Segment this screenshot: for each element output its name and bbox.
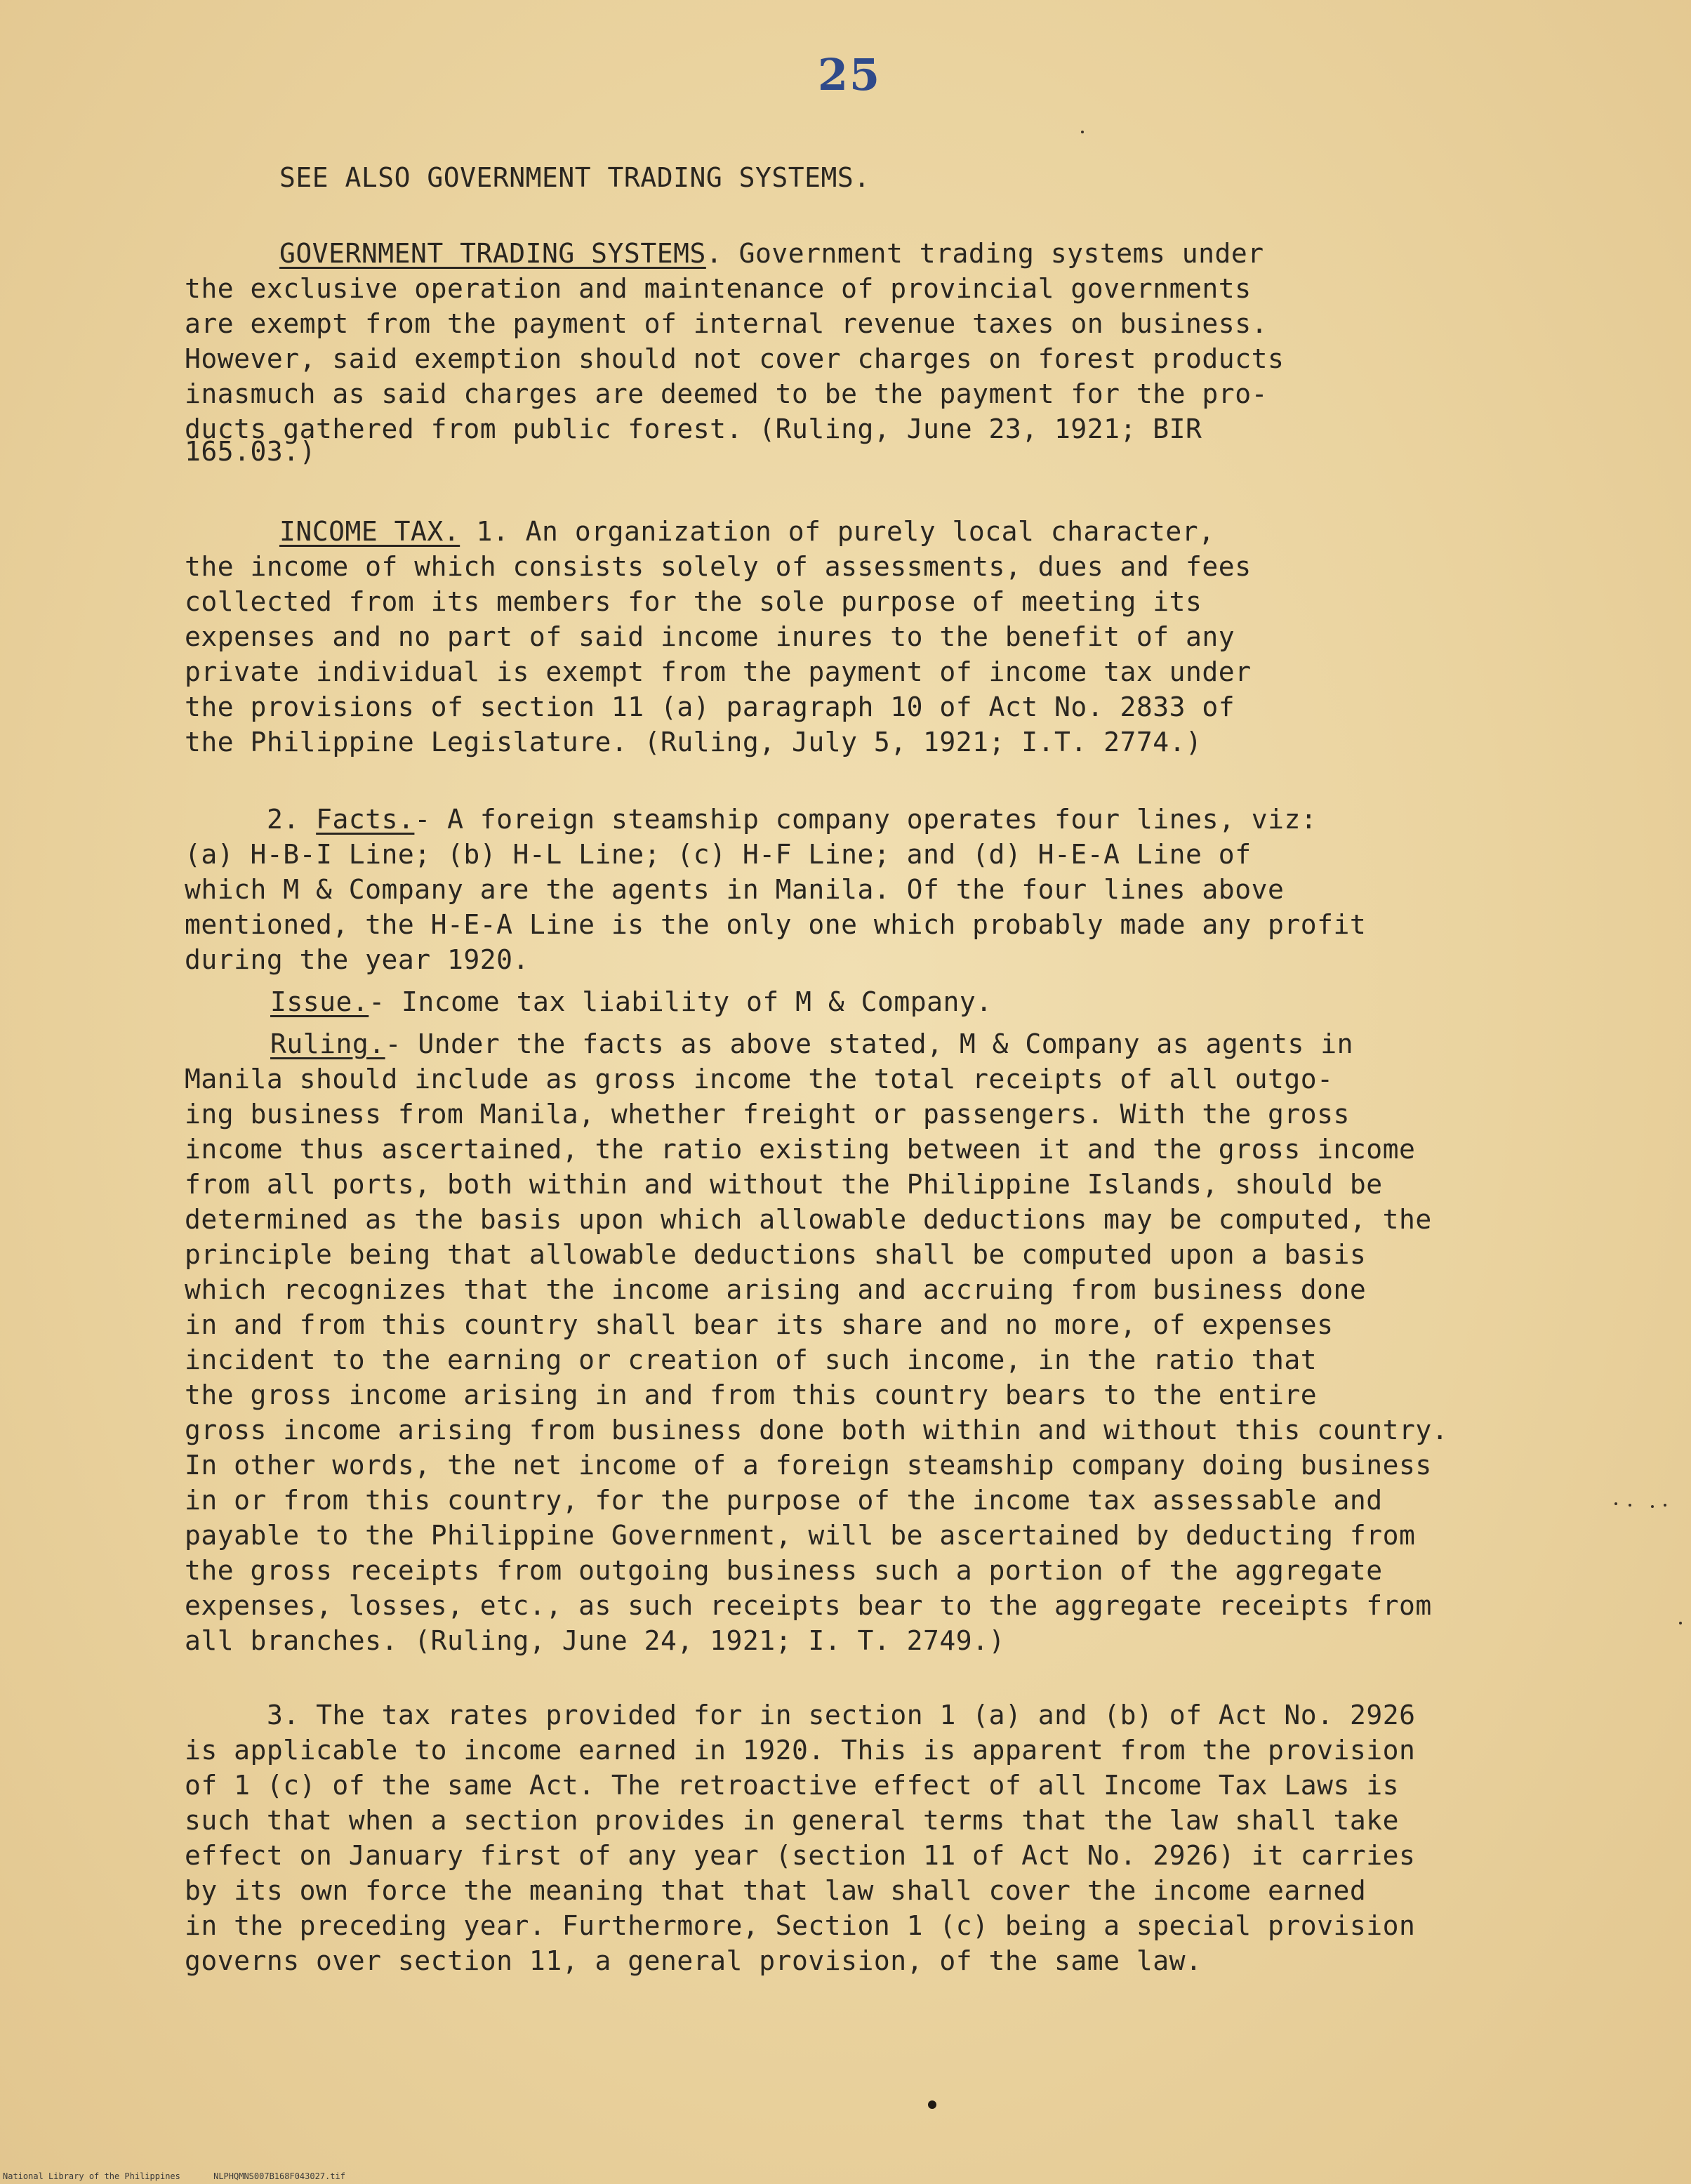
paragraph-line: the provisions of section 11 (a) paragraph 10 of Act No. 2833 of bbox=[185, 691, 1235, 722]
paragraph-line: in and from this country shall bear its share and no more, of expenses bbox=[185, 1309, 1334, 1340]
paragraph-line: such that when a section provides in general terms that the law shall take bbox=[185, 1805, 1399, 1836]
section-heading: INCOME TAX. bbox=[279, 516, 460, 547]
paragraph-line: the Philippine Legislature. (Ruling, July 5, 1921; I.T. 2774.) bbox=[185, 727, 1202, 757]
paragraph-line: incident to the earning or creation of such income, in the ratio that bbox=[185, 1344, 1318, 1375]
paragraph-line: gross income arising from business done both within and without this country. bbox=[185, 1415, 1449, 1445]
paragraph-line: However, said exemption should not cover charges on forest products bbox=[185, 343, 1285, 374]
section-heading: GOVERNMENT TRADING SYSTEMS bbox=[279, 238, 706, 269]
paragraph-line: the exclusive operation and maintenance of provincial governments bbox=[185, 273, 1252, 304]
paragraph-line: ducts gathered from public forest. (Ruling, June 23, 1921; BIR bbox=[185, 413, 1202, 444]
paragraph-line: are exempt from the payment of internal revenue taxes on business. bbox=[185, 308, 1268, 339]
paragraph-line: private individual is exempt from the payment of income tax under bbox=[185, 656, 1252, 687]
paragraph-line bbox=[279, 514, 1215, 549]
paragraph-line: of 1 (c) of the same Act. The retroactive effect of all Income Tax Laws is bbox=[185, 1770, 1399, 1801]
paragraph-line: all branches. (Ruling, June 24, 1921; I. T. 2749.) bbox=[185, 1625, 1005, 1656]
paper-speck bbox=[1651, 1505, 1654, 1508]
issue-label: Issue. bbox=[270, 986, 369, 1017]
heading-line-text: 1. An organization of purely local character, bbox=[460, 516, 1215, 547]
scan-footer bbox=[3, 2171, 345, 2181]
paragraph-line: in or from this country, for the purpose of the income tax assessable and bbox=[185, 1485, 1383, 1516]
paragraph-line bbox=[279, 236, 1264, 271]
paragraph-line: during the year 1920. bbox=[185, 944, 529, 975]
ruling-text: - Under the facts as above stated, M & Company as agents in bbox=[385, 1028, 1353, 1059]
paragraph-line: in the preceding year. Furthermore, Section 1 (c) being a special provision bbox=[185, 1910, 1416, 1941]
issue-text: - Income tax liability of M & Company. bbox=[369, 986, 993, 1017]
paper-speck bbox=[1664, 1504, 1666, 1507]
paragraph-line: governs over section 11, a general provision, of the same law. bbox=[185, 1945, 1202, 1976]
facts-text: - A foreign steamship company operates four lines, viz: bbox=[414, 804, 1318, 835]
paragraph-line: ing business from Manila, whether freight or passengers. With the gross bbox=[185, 1099, 1350, 1130]
paper-speck bbox=[1614, 1502, 1617, 1505]
paragraph-line: 3. The tax rates provided for in section 1 (a) and (b) of Act No. 2926 bbox=[267, 1700, 1416, 1730]
punch-hole-mark bbox=[928, 2100, 936, 2109]
footer-filename: NLPHQMNS007B168F043027.tif bbox=[213, 2171, 345, 2181]
paragraph-line: mentioned, the H-E-A Line is the only one which probably made any profit bbox=[185, 909, 1367, 940]
paragraph-line: effect on January first of any year (section 11 of Act No. 2926) it carries bbox=[185, 1840, 1416, 1871]
paragraph-line: Manila should include as gross income the total receipts of all outgo- bbox=[185, 1064, 1334, 1094]
paragraph-line: inasmuch as said charges are deemed to be the payment for the pro- bbox=[185, 378, 1268, 409]
paragraph-line: expenses, losses, etc., as such receipts bear to the aggregate receipts from bbox=[185, 1590, 1432, 1621]
paragraph-line: which M & Company are the agents in Manila. Of the four lines above bbox=[185, 874, 1285, 905]
paragraph-line: income thus ascertained, the ratio existing between it and the gross income bbox=[185, 1134, 1416, 1165]
footer-source: National Library of the Philippines bbox=[3, 2171, 180, 2181]
paragraph-line bbox=[267, 802, 1317, 837]
paragraph-line: which recognizes that the income arising and accruing from business done bbox=[185, 1274, 1367, 1305]
paper-speck bbox=[1679, 1622, 1682, 1624]
paragraph-line: principle being that allowable deductions shall be computed upon a basis bbox=[185, 1239, 1367, 1270]
ruling-label: Ruling. bbox=[270, 1028, 385, 1059]
heading-line-text: . Government trading systems under bbox=[705, 238, 1264, 269]
paragraph-line: the gross income arising in and from this country bears to the entire bbox=[185, 1379, 1318, 1410]
paragraph-line: from all ports, both within and without the Philippine Islands, should be bbox=[185, 1169, 1383, 1200]
paragraph-line: payable to the Philippine Government, will be ascertained by deducting from bbox=[185, 1520, 1416, 1551]
paragraph-line: collected from its members for the sole purpose of meeting its bbox=[185, 586, 1202, 617]
paragraph-line: the income of which consists solely of assessments, dues and fees bbox=[185, 551, 1252, 582]
paragraph-line bbox=[270, 984, 993, 1019]
paragraph-line: (a) H-B-I Line; (b) H-L Line; (c) H-F Line; and (d) H-E-A Line of bbox=[185, 839, 1252, 870]
paragraph-line: the gross receipts from outgoing business such a portion of the aggregate bbox=[185, 1555, 1383, 1586]
paper-speck bbox=[1081, 131, 1084, 133]
paragraph-line: by its own force the meaning that that law shall cover the income earned bbox=[185, 1875, 1367, 1906]
paragraph-line bbox=[270, 1026, 1353, 1061]
paper-speck bbox=[1629, 1504, 1631, 1507]
page-number: 25 bbox=[817, 49, 882, 100]
paragraph-line: is applicable to income earned in 1920. This is apparent from the provision bbox=[185, 1735, 1416, 1766]
paragraph-line: determined as the basis upon which allowable deductions may be computed, the bbox=[185, 1204, 1432, 1235]
paragraph-line: expenses and no part of said income inures to the benefit of any bbox=[185, 621, 1235, 652]
paragraph-line: 165.03.) bbox=[185, 436, 317, 467]
item-number: 2. bbox=[267, 804, 317, 835]
paragraph-line: In other words, the net income of a foreign steamship company doing business bbox=[185, 1450, 1432, 1481]
see-also-line: SEE ALSO GOVERNMENT TRADING SYSTEMS. bbox=[279, 162, 870, 193]
facts-label: Facts. bbox=[316, 804, 415, 835]
